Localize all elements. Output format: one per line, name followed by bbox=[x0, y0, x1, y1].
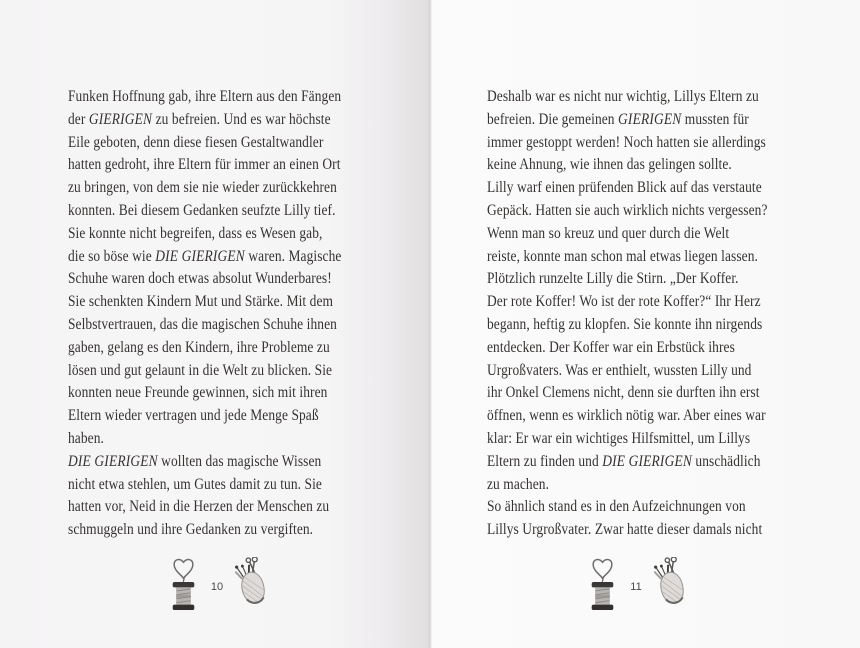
text-line: Lillys Urgroßvater. Zwar hatte dieser damals nicht bbox=[487, 521, 763, 539]
text-line: der GIERIGEN zu befreien. Und es war höchste bbox=[68, 110, 331, 128]
text-line: Urgroßvaters. Was er enthielt, wussten Lilly und bbox=[487, 361, 752, 379]
text-line: konnten neue Freunde gewinnen, sich mit ihren bbox=[68, 384, 328, 402]
text-line: Sie schenkten Kindern Mut und Stärke. Mit dem bbox=[68, 293, 334, 311]
text-line: Eltern wieder vertragen und jede Menge Spaß bbox=[68, 407, 319, 425]
text-line: Gepäck. Hatten sie auch wirklich nichts vergessen? bbox=[487, 201, 768, 219]
text-line: öffnen, wenn es wirklich nötig war. Aber eines war bbox=[487, 407, 766, 425]
text-line: Selbstvertrauen, das die magischen Schuhe ihnen bbox=[68, 315, 337, 333]
text-line: nicht etwa stehlen, um Gutes damit zu tun. Sie bbox=[68, 475, 322, 493]
text-line: Wenn man so kreuz und quer durch die Welt bbox=[487, 224, 730, 242]
text-line: Deshalb war es nicht nur wichtig, Lillys Eltern zu bbox=[487, 88, 759, 105]
text-line: gaben, gelang es den Kindern, ihre Probleme zu bbox=[68, 338, 330, 356]
page-number: 10 bbox=[210, 581, 224, 593]
text-line: befreien. Die gemeinen GIERIGEN mussten für bbox=[487, 110, 749, 128]
page-number: 11 bbox=[630, 581, 642, 593]
text-line: hatten gedroht, ihre Eltern für immer an einen Ort bbox=[68, 156, 341, 174]
text-line: Der rote Koffer! Wo ist der rote Koffer?“ Ihr Herz bbox=[487, 293, 761, 311]
right-page-text bbox=[487, 86, 793, 542]
left-page-text bbox=[68, 86, 374, 542]
text-line: zu machen. bbox=[487, 475, 550, 493]
text-line: Schuhe waren doch etwas absolut Wunderbares! bbox=[68, 270, 332, 288]
text-line: ihr Onkel Clemens nicht, denn sie durften ihn erst bbox=[487, 384, 760, 402]
right-page-footer bbox=[487, 555, 793, 612]
thread-spool-heart-icon bbox=[170, 555, 197, 612]
text-line: So ähnlich stand es in den Aufzeichnungen von bbox=[487, 498, 746, 516]
text-line: Funken Hoffnung gab, ihre Eltern aus den Fängen bbox=[68, 88, 342, 105]
text-line: haben. bbox=[68, 429, 104, 447]
text-line: hatten vor, Neid in die Herzen der Menschen zu bbox=[68, 498, 330, 516]
text-line: DIE GIERIGEN wollten das magische Wissen bbox=[68, 452, 322, 470]
text-line: keine Ahnung, wie ihnen das gelingen sollte. bbox=[487, 156, 732, 174]
text-line: Sie konnte nicht begreifen, dass es Wesen gab, bbox=[68, 224, 323, 242]
text-line: die so böse wie DIE GIERIGEN waren. Magische bbox=[68, 247, 342, 265]
text-line: klar: Er war ein wichtiges Hilfsmittel, um Lillys bbox=[487, 429, 751, 447]
pincushion-scissors-icon bbox=[654, 557, 691, 612]
text-line: schmuggeln und ihre Gedanken zu vergiften. bbox=[68, 521, 314, 539]
text-line: immer gestoppt werden! Noch hatten sie allerdings bbox=[487, 133, 766, 151]
right-page[interactable] bbox=[487, 86, 793, 542]
text-line: Eile geboten, denn diese fiesen Gestaltwandler bbox=[68, 133, 324, 151]
text-line: konnten. Bei diesem Gedanken seufzte Lilly tief. bbox=[68, 201, 336, 219]
text-line: Lilly warf einen prüfenden Blick auf das verstaute bbox=[487, 179, 762, 197]
text-line: lösen und gut gelaunt in die Welt zu blicken. Sie bbox=[68, 361, 333, 379]
text-line: entdecken. Der Koffer war ein Erbstück ihres bbox=[487, 338, 735, 356]
text-line: begann, heftig zu klopfen. Sie konnte ihn nirgends bbox=[487, 315, 763, 333]
text-line: Eltern zu finden und DIE GIERIGEN unschädlich bbox=[487, 452, 761, 470]
page-gutter-shadow bbox=[428, 0, 432, 648]
left-page[interactable] bbox=[68, 86, 374, 542]
left-page-footer bbox=[68, 555, 374, 612]
thread-spool-heart-icon bbox=[589, 555, 616, 612]
pincushion-scissors-icon bbox=[235, 557, 272, 612]
text-line: zu bringen, von dem sie nie wieder zurückkehren bbox=[68, 179, 337, 197]
text-line: Plötzlich runzelte Lilly die Stirn. „Der Koffer. bbox=[487, 270, 739, 288]
text-line: reiste, konnte man schon mal etwas liegen lassen. bbox=[487, 247, 758, 265]
